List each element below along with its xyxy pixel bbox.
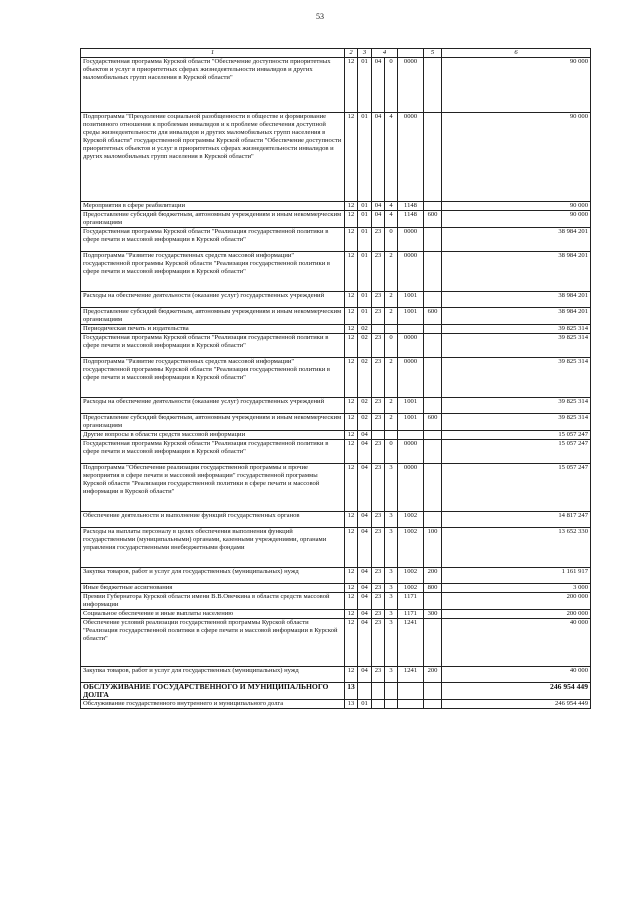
row-expense-type-cell bbox=[424, 113, 442, 202]
row-subsection-cell: 01 bbox=[358, 252, 372, 292]
row-name-cell: Обеспечение деятельности и выполнение функций государственных органов bbox=[81, 512, 345, 528]
row-program-cell bbox=[372, 431, 385, 440]
row-code-cell bbox=[398, 431, 424, 440]
row-expense-type-cell: 600 bbox=[424, 211, 442, 228]
row-amount-cell: 90 000 bbox=[442, 113, 591, 202]
row-program-cell: 23 bbox=[372, 610, 385, 619]
table-row bbox=[81, 308, 591, 325]
row-subprogram-cell: 0 bbox=[385, 440, 398, 464]
row-subprogram-cell bbox=[385, 683, 398, 700]
row-subsection-cell: 04 bbox=[358, 667, 372, 683]
row-amount-cell: 38 984 201 bbox=[442, 292, 591, 308]
row-subsection-cell: 01 bbox=[358, 228, 372, 252]
row-subprogram-cell: 4 bbox=[385, 113, 398, 202]
row-amount-cell: 1 161 917 bbox=[442, 568, 591, 584]
row-name-cell: ОБСЛУЖИВАНИЕ ГОСУДАРСТВЕННОГО И МУНИЦИПАЛЬНОГО ДОЛГА bbox=[81, 683, 345, 700]
table-row bbox=[81, 512, 591, 528]
row-subprogram-cell: 2 bbox=[385, 252, 398, 292]
row-name-cell: Периодическая печать и издательства bbox=[81, 325, 345, 334]
row-amount-cell: 38 984 201 bbox=[442, 228, 591, 252]
row-section-cell: 12 bbox=[345, 358, 358, 398]
row-expense-type-cell bbox=[424, 228, 442, 252]
row-subprogram-cell: 3 bbox=[385, 512, 398, 528]
row-expense-type-cell bbox=[424, 325, 442, 334]
row-amount-cell: 200 000 bbox=[442, 593, 591, 610]
row-subsection-cell: 02 bbox=[358, 334, 372, 358]
row-section-cell: 12 bbox=[345, 584, 358, 593]
row-section-cell: 12 bbox=[345, 464, 358, 512]
row-subsection-cell: 01 bbox=[358, 202, 372, 211]
row-program-cell: 23 bbox=[372, 568, 385, 584]
table-row bbox=[81, 700, 591, 709]
row-code-cell: 1241 bbox=[398, 619, 424, 667]
row-amount-cell: 39 825 314 bbox=[442, 325, 591, 334]
row-subsection-cell: 02 bbox=[358, 398, 372, 414]
row-subsection-cell: 04 bbox=[358, 619, 372, 667]
row-amount-cell: 90 000 bbox=[442, 58, 591, 113]
row-section-cell: 12 bbox=[345, 211, 358, 228]
row-name-cell: Государственная программа Курской области "Реализация государственной политики в сфере печати и массовой информации в Курской области" bbox=[81, 334, 345, 358]
row-subsection-cell: 02 bbox=[358, 358, 372, 398]
row-subsection-cell: 04 bbox=[358, 584, 372, 593]
row-subprogram-cell: 0 bbox=[385, 58, 398, 113]
row-amount-cell: 15 057 247 bbox=[442, 440, 591, 464]
row-code-cell: 1001 bbox=[398, 398, 424, 414]
row-expense-type-cell bbox=[424, 683, 442, 700]
row-expense-type-cell: 200 bbox=[424, 568, 442, 584]
row-subsection-cell: 01 bbox=[358, 211, 372, 228]
table-row bbox=[81, 414, 591, 431]
row-amount-cell: 246 954 449 bbox=[442, 683, 591, 700]
table-row bbox=[81, 202, 591, 211]
row-name-cell: Подпрограмма "Обеспечение реализации государственной программы и прочие мероприятия в сфере печати и массовой информации" государственной программы Курской области "Реализация государственной политики в сфере печати и массовой информации в Курской области" bbox=[81, 464, 345, 512]
row-program-cell: 23 bbox=[372, 358, 385, 398]
row-section-cell: 12 bbox=[345, 325, 358, 334]
row-name-cell: Социальное обеспечение и иные выплаты населению bbox=[81, 610, 345, 619]
row-code-cell: 0000 bbox=[398, 334, 424, 358]
table-row bbox=[81, 58, 591, 113]
row-code-cell: 1001 bbox=[398, 308, 424, 325]
row-section-cell: 13 bbox=[345, 700, 358, 709]
row-code-cell: 1171 bbox=[398, 610, 424, 619]
table-row bbox=[81, 440, 591, 464]
row-code-cell: 1241 bbox=[398, 667, 424, 683]
row-amount-cell: 39 825 314 bbox=[442, 398, 591, 414]
row-code-cell: 0000 bbox=[398, 252, 424, 292]
row-name-cell: Государственная программа Курской области "Реализация государственной политики в сфере печати и массовой информации в Курской области" bbox=[81, 440, 345, 464]
row-amount-cell: 200 000 bbox=[442, 610, 591, 619]
table-row bbox=[81, 292, 591, 308]
row-program-cell: 23 bbox=[372, 334, 385, 358]
header-col-2: 2 bbox=[345, 49, 358, 58]
row-section-cell: 12 bbox=[345, 292, 358, 308]
row-subprogram-cell: 3 bbox=[385, 667, 398, 683]
row-subsection-cell: 01 bbox=[358, 113, 372, 202]
row-expense-type-cell bbox=[424, 464, 442, 512]
row-subsection-cell: 04 bbox=[358, 440, 372, 464]
row-code-cell: 0000 bbox=[398, 464, 424, 512]
row-amount-cell: 40 000 bbox=[442, 619, 591, 667]
table-row bbox=[81, 431, 591, 440]
row-section-cell: 12 bbox=[345, 528, 358, 568]
row-expense-type-cell bbox=[424, 334, 442, 358]
row-amount-cell: 39 825 314 bbox=[442, 358, 591, 398]
table-row bbox=[81, 228, 591, 252]
table-row bbox=[81, 398, 591, 414]
row-program-cell bbox=[372, 700, 385, 709]
row-program-cell: 23 bbox=[372, 528, 385, 568]
row-expense-type-cell: 600 bbox=[424, 308, 442, 325]
table-row bbox=[81, 683, 591, 700]
row-subprogram-cell bbox=[385, 325, 398, 334]
row-name-cell: Закупка товаров, работ и услуг для государственных (муниципальных) нужд bbox=[81, 667, 345, 683]
row-name-cell: Предоставление субсидий бюджетным, автономным учреждениям и иным некоммерческим организациям bbox=[81, 414, 345, 431]
row-code-cell: 0000 bbox=[398, 440, 424, 464]
row-name-cell: Закупка товаров, работ и услуг для государственных (муниципальных) нужд bbox=[81, 568, 345, 584]
row-subprogram-cell: 2 bbox=[385, 308, 398, 325]
table-row bbox=[81, 325, 591, 334]
row-name-cell: Подпрограмма "Развитие государственных средств массовой информации" государственной программы Курской области "Реализация государственной политики в сфере печати и массовой информации в Курской области" bbox=[81, 252, 345, 292]
row-subprogram-cell: 2 bbox=[385, 292, 398, 308]
row-amount-cell: 39 825 314 bbox=[442, 414, 591, 431]
table-row bbox=[81, 610, 591, 619]
row-subsection-cell: 04 bbox=[358, 568, 372, 584]
row-amount-cell: 13 652 330 bbox=[442, 528, 591, 568]
row-code-cell bbox=[398, 700, 424, 709]
row-section-cell: 12 bbox=[345, 398, 358, 414]
table-row bbox=[81, 113, 591, 202]
row-section-cell: 12 bbox=[345, 431, 358, 440]
row-subprogram-cell bbox=[385, 431, 398, 440]
row-program-cell: 04 bbox=[372, 211, 385, 228]
table-row bbox=[81, 334, 591, 358]
row-subsection-cell: 04 bbox=[358, 464, 372, 512]
row-expense-type-cell bbox=[424, 700, 442, 709]
row-name-cell: Расходы на выплаты персоналу в целях обеспечения выполнения функций государственными (муниципальными) органами, казенными учреждениями, органами управления государственными внебюджетными фондами bbox=[81, 528, 345, 568]
row-amount-cell: 15 057 247 bbox=[442, 431, 591, 440]
row-subprogram-cell: 3 bbox=[385, 528, 398, 568]
row-subprogram-cell: 3 bbox=[385, 593, 398, 610]
row-expense-type-cell: 600 bbox=[424, 414, 442, 431]
row-section-cell: 12 bbox=[345, 440, 358, 464]
table-row bbox=[81, 464, 591, 512]
row-expense-type-cell bbox=[424, 292, 442, 308]
row-expense-type-cell bbox=[424, 431, 442, 440]
row-code-cell: 0000 bbox=[398, 228, 424, 252]
row-name-cell: Предоставление субсидий бюджетным, автономным учреждениям и иным некоммерческим организациям bbox=[81, 308, 345, 325]
row-section-cell: 12 bbox=[345, 202, 358, 211]
row-amount-cell: 40 000 bbox=[442, 667, 591, 683]
row-expense-type-cell bbox=[424, 358, 442, 398]
page-number: 53 bbox=[316, 12, 324, 21]
row-section-cell: 13 bbox=[345, 683, 358, 700]
row-code-cell: 0000 bbox=[398, 358, 424, 398]
row-amount-cell: 38 984 201 bbox=[442, 252, 591, 292]
row-name-cell: Государственная программа Курской области "Обеспечение доступности приоритетных объектов и услуг в приоритетных сферах жизнедеятельности инвалидов и других маломобильных групп населения в Курской области" bbox=[81, 58, 345, 113]
row-subsection-cell: 01 bbox=[358, 308, 372, 325]
row-subsection-cell: 04 bbox=[358, 528, 372, 568]
row-program-cell: 04 bbox=[372, 202, 385, 211]
table-row bbox=[81, 568, 591, 584]
row-subsection-cell: 02 bbox=[358, 414, 372, 431]
row-section-cell: 12 bbox=[345, 414, 358, 431]
row-section-cell: 12 bbox=[345, 512, 358, 528]
header-col-6: 6 bbox=[442, 49, 591, 58]
row-name-cell: Расходы на обеспечение деятельности (оказание услуг) государственных учреждений bbox=[81, 398, 345, 414]
row-name-cell: Премии Губернатора Курской области имени В.В.Овечкина в области средств массовой информации bbox=[81, 593, 345, 610]
row-code-cell: 0000 bbox=[398, 113, 424, 202]
row-expense-type-cell: 800 bbox=[424, 584, 442, 593]
row-program-cell: 23 bbox=[372, 584, 385, 593]
row-subprogram-cell: 2 bbox=[385, 358, 398, 398]
row-amount-cell: 90 000 bbox=[442, 202, 591, 211]
row-section-cell: 12 bbox=[345, 593, 358, 610]
row-subsection-cell: 01 bbox=[358, 292, 372, 308]
row-program-cell: 23 bbox=[372, 667, 385, 683]
row-amount-cell: 90 000 bbox=[442, 211, 591, 228]
row-name-cell: Мероприятия в сфере реабилитации bbox=[81, 202, 345, 211]
row-subprogram-cell: 3 bbox=[385, 464, 398, 512]
row-expense-type-cell: 300 bbox=[424, 610, 442, 619]
row-program-cell: 23 bbox=[372, 593, 385, 610]
row-subprogram-cell: 4 bbox=[385, 211, 398, 228]
row-expense-type-cell bbox=[424, 252, 442, 292]
row-section-cell: 12 bbox=[345, 619, 358, 667]
row-name-cell: Иные бюджетные ассигнования bbox=[81, 584, 345, 593]
row-section-cell: 12 bbox=[345, 58, 358, 113]
row-program-cell: 23 bbox=[372, 464, 385, 512]
row-subsection-cell: 02 bbox=[358, 325, 372, 334]
row-amount-cell: 39 825 314 bbox=[442, 334, 591, 358]
row-program-cell: 23 bbox=[372, 414, 385, 431]
row-name-cell: Подпрограмма "Развитие государственных средств массовой информации" государственной программы Курской области "Реализация государственной политики в сфере печати и массовой информации в Курской области" bbox=[81, 358, 345, 398]
row-program-cell: 23 bbox=[372, 512, 385, 528]
row-program-cell: 23 bbox=[372, 440, 385, 464]
row-amount-cell: 15 057 247 bbox=[442, 464, 591, 512]
row-expense-type-cell: 200 bbox=[424, 667, 442, 683]
row-expense-type-cell bbox=[424, 512, 442, 528]
row-section-cell: 12 bbox=[345, 308, 358, 325]
row-expense-type-cell bbox=[424, 619, 442, 667]
row-subsection-cell: 01 bbox=[358, 700, 372, 709]
row-expense-type-cell bbox=[424, 440, 442, 464]
row-section-cell: 12 bbox=[345, 667, 358, 683]
row-expense-type-cell: 100 bbox=[424, 528, 442, 568]
row-section-cell: 12 bbox=[345, 252, 358, 292]
row-program-cell: 23 bbox=[372, 228, 385, 252]
row-subsection-cell: 01 bbox=[358, 58, 372, 113]
row-code-cell: 1002 bbox=[398, 528, 424, 568]
row-section-cell: 12 bbox=[345, 334, 358, 358]
row-subprogram-cell: 2 bbox=[385, 398, 398, 414]
row-subprogram-cell: 3 bbox=[385, 610, 398, 619]
row-expense-type-cell bbox=[424, 398, 442, 414]
row-program-cell: 23 bbox=[372, 292, 385, 308]
row-code-cell: 1001 bbox=[398, 292, 424, 308]
row-subprogram-cell: 3 bbox=[385, 619, 398, 667]
row-subsection-cell bbox=[358, 683, 372, 700]
row-program-cell bbox=[372, 683, 385, 700]
budget-table bbox=[80, 48, 591, 709]
header-col-1: 1 bbox=[81, 49, 345, 58]
row-name-cell: Другие вопросы в области средств массовой информации bbox=[81, 431, 345, 440]
row-section-cell: 12 bbox=[345, 568, 358, 584]
row-subsection-cell: 04 bbox=[358, 512, 372, 528]
row-name-cell: Обеспечение условий реализации государственной программы Курской области "Реализация государственной политики в сфере печати и массовой информации в Курской области" bbox=[81, 619, 345, 667]
table-row bbox=[81, 252, 591, 292]
row-code-cell: 1148 bbox=[398, 211, 424, 228]
header-col-4-code bbox=[398, 49, 424, 58]
row-subprogram-cell: 0 bbox=[385, 334, 398, 358]
header-col-4: 4 bbox=[372, 49, 398, 58]
row-code-cell bbox=[398, 325, 424, 334]
row-program-cell: 04 bbox=[372, 58, 385, 113]
table-header-row bbox=[81, 49, 591, 58]
row-amount-cell: 14 817 247 bbox=[442, 512, 591, 528]
row-expense-type-cell bbox=[424, 58, 442, 113]
row-code-cell: 1002 bbox=[398, 568, 424, 584]
row-subprogram-cell: 3 bbox=[385, 568, 398, 584]
table-row bbox=[81, 358, 591, 398]
row-amount-cell: 38 984 201 bbox=[442, 308, 591, 325]
row-subprogram-cell bbox=[385, 700, 398, 709]
table-body bbox=[81, 58, 591, 709]
row-name-cell: Расходы на обеспечение деятельности (оказание услуг) государственных учреждений bbox=[81, 292, 345, 308]
row-name-cell: Обслуживание государственного внутреннего и муниципального долга bbox=[81, 700, 345, 709]
row-program-cell: 23 bbox=[372, 398, 385, 414]
row-subprogram-cell: 2 bbox=[385, 414, 398, 431]
table-row bbox=[81, 528, 591, 568]
row-program-cell: 23 bbox=[372, 619, 385, 667]
header-col-5: 5 bbox=[424, 49, 442, 58]
table-row bbox=[81, 619, 591, 667]
header-col-3: 3 bbox=[358, 49, 372, 58]
row-subprogram-cell: 0 bbox=[385, 228, 398, 252]
table-row bbox=[81, 593, 591, 610]
row-code-cell bbox=[398, 683, 424, 700]
table-row bbox=[81, 667, 591, 683]
row-program-cell: 23 bbox=[372, 252, 385, 292]
row-subsection-cell: 04 bbox=[358, 593, 372, 610]
row-code-cell: 1002 bbox=[398, 512, 424, 528]
table-row bbox=[81, 584, 591, 593]
row-subprogram-cell: 3 bbox=[385, 584, 398, 593]
row-section-cell: 12 bbox=[345, 228, 358, 252]
row-code-cell: 1001 bbox=[398, 414, 424, 431]
row-name-cell: Государственная программа Курской области "Реализация государственной политики в сфере печати и массовой информации в Курской области" bbox=[81, 228, 345, 252]
row-amount-cell: 3 000 bbox=[442, 584, 591, 593]
row-subsection-cell: 04 bbox=[358, 610, 372, 619]
row-subprogram-cell: 4 bbox=[385, 202, 398, 211]
table-row bbox=[81, 211, 591, 228]
row-code-cell: 0000 bbox=[398, 58, 424, 113]
row-name-cell: Подпрограмма "Преодоление социальной разобщенности в обществе и формирование позитивного отношения к проблемам инвалидов и к проблеме обеспечения доступной среды жизнедеятельности для инвалидов и других маломобильных групп населения в Курской области" государственной программы Курской области "Обеспечение доступности приоритетных объектов и услуг в приоритетных сферах жизнедеятельности инвалидов и других маломобильных групп населения в Курской области" bbox=[81, 113, 345, 202]
row-expense-type-cell bbox=[424, 202, 442, 211]
row-program-cell: 23 bbox=[372, 308, 385, 325]
row-section-cell: 12 bbox=[345, 610, 358, 619]
row-name-cell: Предоставление субсидий бюджетным, автономным учреждениям и иным некоммерческим организациям bbox=[81, 211, 345, 228]
row-program-cell: 04 bbox=[372, 113, 385, 202]
row-code-cell: 1171 bbox=[398, 593, 424, 610]
row-amount-cell: 246 954 449 bbox=[442, 700, 591, 709]
row-subsection-cell: 04 bbox=[358, 431, 372, 440]
row-expense-type-cell bbox=[424, 593, 442, 610]
row-section-cell: 12 bbox=[345, 113, 358, 202]
row-code-cell: 1002 bbox=[398, 584, 424, 593]
row-program-cell bbox=[372, 325, 385, 334]
row-code-cell: 1148 bbox=[398, 202, 424, 211]
